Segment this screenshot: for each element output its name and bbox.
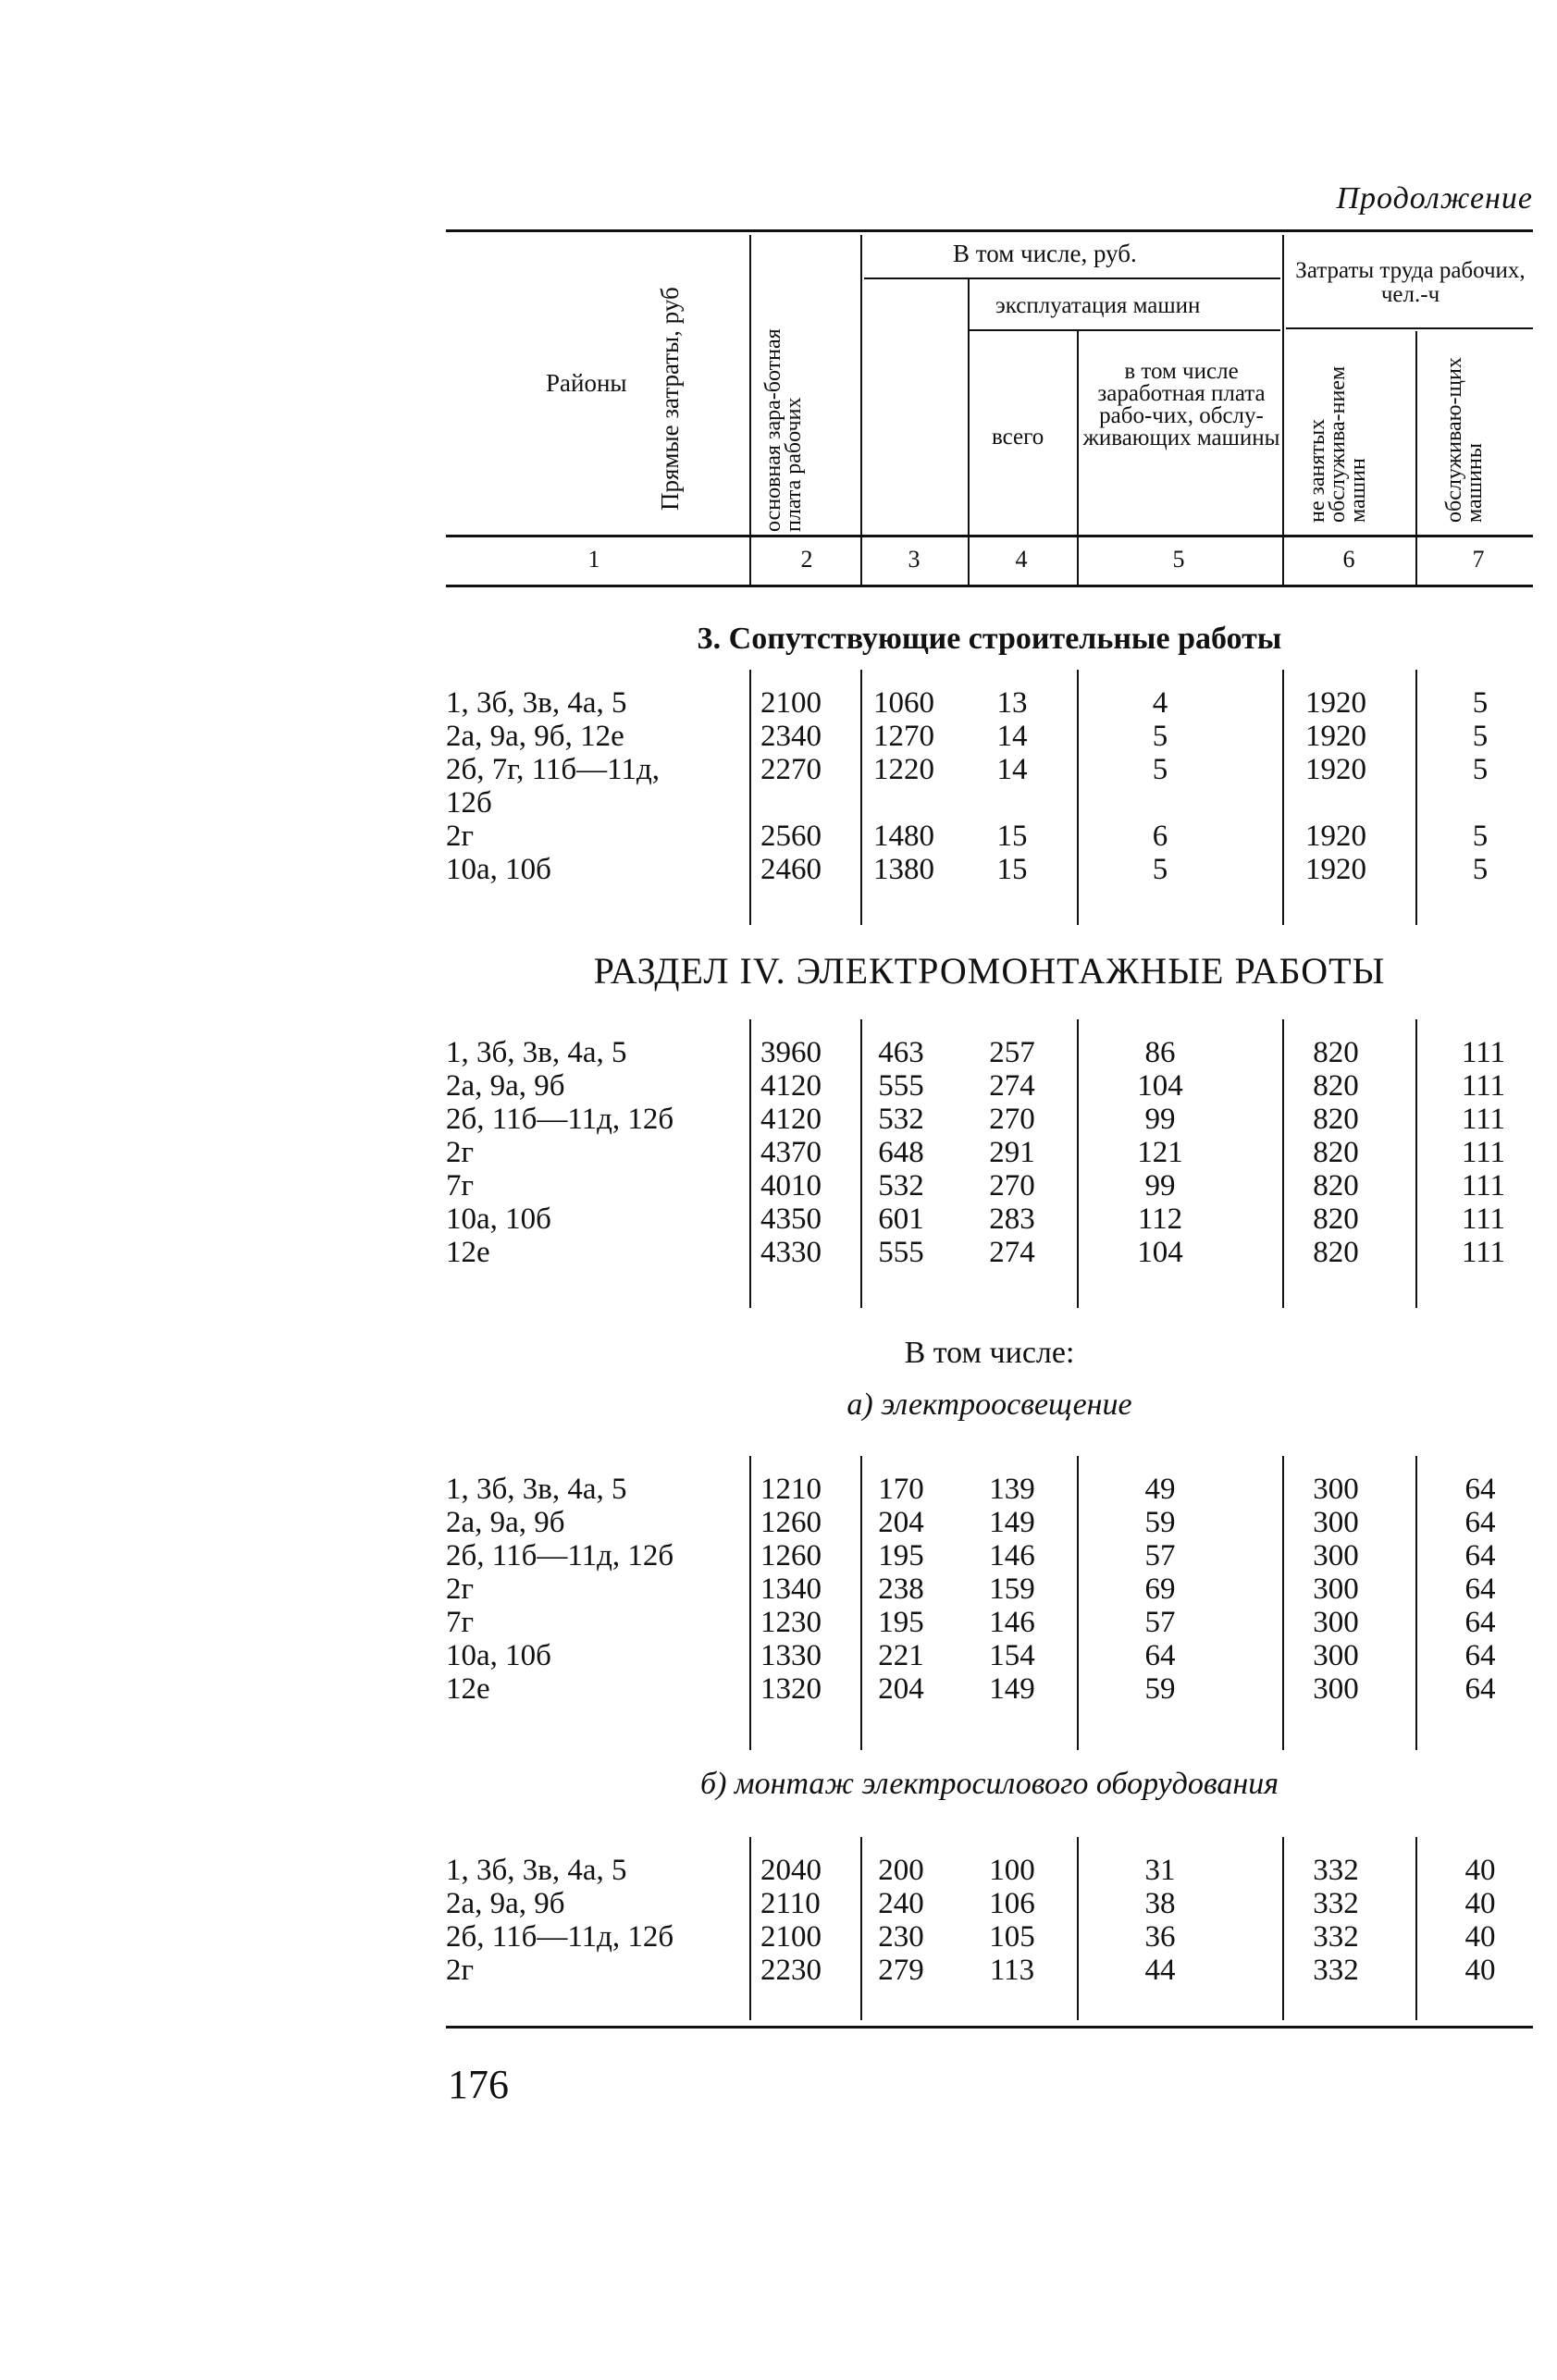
- value-cell-c6: 332: [1313, 1954, 1359, 1987]
- value-cell-c3: 601: [878, 1202, 924, 1236]
- value-cell-c3: 221: [878, 1639, 924, 1672]
- value-cell-c2: 2340: [760, 720, 822, 753]
- value-cell-c4: 139: [989, 1473, 1035, 1506]
- header-vline-3: [968, 279, 970, 585]
- value-cell-c6: 300: [1313, 1572, 1359, 1606]
- region-cell: 2б, 11б—11д, 12б: [446, 1920, 674, 1954]
- value-cell-c4: 274: [989, 1069, 1035, 1103]
- value-cell-c5: 5: [1152, 753, 1168, 786]
- value-cell-c6: 332: [1313, 1854, 1359, 1887]
- value-cell-c2: 1320: [760, 1672, 822, 1706]
- sub-rule-including: [864, 277, 1280, 279]
- column-number-2: 2: [800, 546, 813, 573]
- column-number-1: 1: [587, 546, 600, 573]
- header-including-rub: В том числе, руб.: [953, 240, 1137, 267]
- value-cell-c2: 4120: [760, 1103, 822, 1136]
- table-row: [446, 686, 1533, 720]
- table-row: [446, 1920, 1533, 1954]
- region-cell: 2б, 11б—11д, 12б: [446, 1539, 674, 1572]
- value-cell-c2: 2100: [760, 686, 822, 720]
- region-cell: 7г: [446, 1169, 475, 1202]
- value-cell-c5: 99: [1144, 1103, 1176, 1136]
- value-cell-c3: 240: [878, 1887, 924, 1920]
- table-bottom-rule: [446, 2026, 1533, 2029]
- region-cell: 12е: [446, 1672, 490, 1706]
- table-row: [446, 753, 1533, 786]
- value-cell-c3: 200: [878, 1854, 924, 1887]
- header-bottom-rule: [446, 535, 1533, 537]
- region-cell: 10а, 10б: [446, 853, 551, 886]
- header-not-busy: не занятых обслужива-нием машин: [1305, 365, 1370, 523]
- value-cell-c3: 1060: [873, 686, 934, 720]
- value-cell-c2: 2230: [760, 1954, 822, 1987]
- table-row: [446, 1854, 1533, 1887]
- value-cell-c2: 4370: [760, 1136, 822, 1169]
- value-cell-c5: 6: [1152, 820, 1168, 853]
- value-cell-c6: 1920: [1305, 753, 1366, 786]
- value-cell-c4: 113: [989, 1954, 1035, 1987]
- continuation-label: Продолжение: [1336, 181, 1533, 216]
- value-cell-c4: 100: [989, 1854, 1035, 1887]
- value-cell-c6: 1920: [1305, 853, 1366, 886]
- region-cell: 2а, 9а, 9б: [446, 1069, 565, 1103]
- value-cell-c3: 195: [878, 1539, 924, 1572]
- table-row: [446, 1236, 1533, 1269]
- value-cell-c3: 463: [878, 1036, 924, 1069]
- value-cell-c2: 2040: [760, 1854, 822, 1887]
- section-title-power-equipment: б) монтаж электросилового оборудования: [699, 1767, 1279, 1801]
- table-row: [446, 786, 1533, 820]
- value-cell-c7: 40: [1464, 1854, 1496, 1887]
- value-cell-c6: 820: [1313, 1169, 1359, 1202]
- value-cell-c5: 4: [1152, 686, 1168, 720]
- value-cell-c7: 111: [1462, 1202, 1506, 1236]
- table-row: [446, 1639, 1533, 1672]
- sub-rule-labor: [1286, 327, 1533, 329]
- value-cell-c6: 820: [1313, 1036, 1359, 1069]
- value-cell-c6: 300: [1313, 1473, 1359, 1506]
- value-cell-c7: 111: [1462, 1103, 1506, 1136]
- table-row: [446, 1136, 1533, 1169]
- region-cell: 12е: [446, 1236, 490, 1269]
- value-cell-c4: 274: [989, 1236, 1035, 1269]
- column-number-5: 5: [1172, 546, 1185, 573]
- table-row: [446, 1069, 1533, 1103]
- value-cell-c4: 149: [989, 1506, 1035, 1539]
- value-cell-c2: 2270: [760, 753, 822, 786]
- value-cell-c3: 532: [878, 1103, 924, 1136]
- header-servicing: обслуживаю-щих машины: [1442, 357, 1487, 523]
- value-cell-c2: 2100: [760, 1920, 822, 1954]
- value-cell-c3: 1380: [873, 853, 934, 886]
- table-row: [446, 1572, 1533, 1606]
- column-number-7: 7: [1472, 546, 1485, 573]
- value-cell-c6: 1920: [1305, 820, 1366, 853]
- value-cell-c7: 64: [1464, 1606, 1496, 1639]
- value-cell-c2: 1230: [760, 1606, 822, 1639]
- value-cell-c4: 13: [996, 686, 1028, 720]
- value-cell-c3: 204: [878, 1672, 924, 1706]
- value-cell-c7: 111: [1462, 1136, 1506, 1169]
- header-incl-wage: в том числе заработная плата рабо-чих, обслу-живающих машины: [1082, 359, 1280, 450]
- value-cell-c5: 49: [1144, 1473, 1176, 1506]
- value-cell-c7: 40: [1464, 1954, 1496, 1987]
- value-cell-c3: 195: [878, 1606, 924, 1639]
- colnum-bottom-rule: [446, 585, 1533, 587]
- value-cell-c7: 5: [1472, 853, 1489, 886]
- region-cell: 10а, 10б: [446, 1202, 551, 1236]
- region-cell: 2г: [446, 820, 475, 853]
- value-cell-c4: 15: [996, 820, 1028, 853]
- value-cell-c5: 59: [1144, 1672, 1176, 1706]
- region-cell: 10а, 10б: [446, 1639, 551, 1672]
- column-number-4: 4: [1015, 546, 1028, 573]
- header-vline-6: [1415, 331, 1417, 585]
- value-cell-c6: 300: [1313, 1672, 1359, 1706]
- header-machine-operation: эксплуатация машин: [995, 293, 1201, 318]
- column-number-6: 6: [1342, 546, 1355, 573]
- value-cell-c5: 57: [1144, 1606, 1176, 1639]
- value-cell-c7: 64: [1464, 1672, 1496, 1706]
- header-regions: Районы: [546, 369, 627, 397]
- value-cell-c3: 555: [878, 1236, 924, 1269]
- table-row: [446, 820, 1533, 853]
- header-vline-1: [749, 235, 751, 585]
- value-cell-c6: 300: [1313, 1606, 1359, 1639]
- value-cell-c2: 4350: [760, 1202, 822, 1236]
- value-cell-c6: 332: [1313, 1920, 1359, 1954]
- value-cell-c5: 57: [1144, 1539, 1176, 1572]
- value-cell-c6: 332: [1313, 1887, 1359, 1920]
- value-cell-c3: 204: [878, 1506, 924, 1539]
- value-cell-c7: 111: [1462, 1169, 1506, 1202]
- value-cell-c3: 1220: [873, 753, 934, 786]
- value-cell-c7: 64: [1464, 1506, 1496, 1539]
- header-labor-costs: Затраты труда рабочих, чел.-ч: [1295, 258, 1526, 307]
- value-cell-c7: 64: [1464, 1639, 1496, 1672]
- value-cell-c4: 14: [996, 720, 1028, 753]
- value-cell-c7: 5: [1472, 753, 1489, 786]
- region-cell: 2г: [446, 1954, 475, 1987]
- value-cell-c2: 2560: [760, 820, 822, 853]
- value-cell-c2: 4330: [760, 1236, 822, 1269]
- region-cell: 1, 3б, 3в, 4а, 5: [446, 1036, 627, 1069]
- table-row: [446, 1169, 1533, 1202]
- table-row: [446, 1506, 1533, 1539]
- value-cell-c6: 820: [1313, 1202, 1359, 1236]
- table-row: [446, 1103, 1533, 1136]
- value-cell-c2: 3960: [760, 1036, 822, 1069]
- table-top-rule: [446, 229, 1533, 232]
- table-row: [446, 1672, 1533, 1706]
- value-cell-c4: 146: [989, 1539, 1035, 1572]
- value-cell-c7: 64: [1464, 1572, 1496, 1606]
- value-cell-c3: 279: [878, 1954, 924, 1987]
- value-cell-c5: 38: [1144, 1887, 1176, 1920]
- value-cell-c4: 105: [989, 1920, 1035, 1954]
- value-cell-c4: 291: [989, 1136, 1035, 1169]
- value-cell-c7: 40: [1464, 1887, 1496, 1920]
- value-cell-c7: 111: [1462, 1069, 1506, 1103]
- header-vline-2: [860, 235, 862, 585]
- value-cell-c6: 300: [1313, 1639, 1359, 1672]
- header-total: всего: [992, 425, 1044, 450]
- value-cell-c5: 69: [1144, 1572, 1176, 1606]
- region-cell: 7г: [446, 1606, 475, 1639]
- value-cell-c4: 270: [989, 1103, 1035, 1136]
- table-row: [446, 853, 1533, 886]
- value-cell-c5: 36: [1144, 1920, 1176, 1954]
- sub-rule-machines: [970, 329, 1280, 331]
- value-cell-c7: 111: [1462, 1236, 1506, 1269]
- value-cell-c3: 1480: [873, 820, 934, 853]
- section-pretitle-including: В том числе:: [904, 1336, 1075, 1370]
- value-cell-c7: 64: [1464, 1539, 1496, 1572]
- value-cell-c4: 146: [989, 1606, 1035, 1639]
- value-cell-c7: 111: [1462, 1036, 1506, 1069]
- value-cell-c4: 159: [989, 1572, 1035, 1606]
- value-cell-c6: 820: [1313, 1069, 1359, 1103]
- value-cell-c6: 820: [1313, 1136, 1359, 1169]
- header-vline-5: [1282, 235, 1284, 585]
- region-cell: 1, 3б, 3в, 4а, 5: [446, 686, 627, 720]
- table-row: [446, 1473, 1533, 1506]
- value-cell-c4: 283: [989, 1202, 1035, 1236]
- value-cell-c5: 5: [1152, 720, 1168, 753]
- section-title-accompanying: 3. Сопутствующие строительные работы: [697, 622, 1282, 656]
- value-cell-c4: 257: [989, 1036, 1035, 1069]
- header-base-wage: основная зара-ботная плата рабочих: [761, 328, 806, 532]
- region-cell: 2б, 11б—11д, 12б: [446, 1103, 674, 1136]
- region-cell: 12б: [446, 786, 492, 820]
- value-cell-c3: 555: [878, 1069, 924, 1103]
- value-cell-c2: 4120: [760, 1069, 822, 1103]
- value-cell-c3: 532: [878, 1169, 924, 1202]
- value-cell-c5: 121: [1137, 1136, 1183, 1169]
- value-cell-c5: 5: [1152, 853, 1168, 886]
- value-cell-c3: 170: [878, 1473, 924, 1506]
- value-cell-c5: 99: [1144, 1169, 1176, 1202]
- value-cell-c4: 149: [989, 1672, 1035, 1706]
- value-cell-c4: 14: [996, 753, 1028, 786]
- region-cell: 1, 3б, 3в, 4а, 5: [446, 1473, 627, 1506]
- value-cell-c5: 44: [1144, 1954, 1176, 1987]
- section-title-electrical: РАЗДЕЛ IV. ЭЛЕКТРОМОНТАЖНЫЕ РАБОТЫ: [593, 950, 1386, 992]
- value-cell-c5: 59: [1144, 1506, 1176, 1539]
- table-row: [446, 1036, 1533, 1069]
- value-cell-c3: 1270: [873, 720, 934, 753]
- column-number-3: 3: [908, 546, 921, 573]
- value-cell-c2: 1260: [760, 1539, 822, 1572]
- region-cell: 2г: [446, 1572, 475, 1606]
- value-cell-c6: 1920: [1305, 686, 1366, 720]
- value-cell-c7: 5: [1472, 820, 1489, 853]
- region-cell: 1, 3б, 3в, 4а, 5: [446, 1854, 627, 1887]
- region-cell: 2г: [446, 1136, 475, 1169]
- value-cell-c2: 2110: [760, 1887, 821, 1920]
- table-row: [446, 1606, 1533, 1639]
- value-cell-c2: 2460: [760, 853, 822, 886]
- region-cell: 2а, 9а, 9б: [446, 1887, 565, 1920]
- value-cell-c4: 270: [989, 1169, 1035, 1202]
- value-cell-c5: 104: [1137, 1069, 1183, 1103]
- table-row: [446, 1202, 1533, 1236]
- value-cell-c3: 230: [878, 1920, 924, 1954]
- value-cell-c2: 1210: [760, 1473, 822, 1506]
- table-row: [446, 1954, 1533, 1987]
- value-cell-c3: 238: [878, 1572, 924, 1606]
- value-cell-c7: 5: [1472, 686, 1489, 720]
- value-cell-c5: 64: [1144, 1639, 1176, 1672]
- value-cell-c6: 300: [1313, 1506, 1359, 1539]
- value-cell-c4: 15: [996, 853, 1028, 886]
- value-cell-c6: 820: [1313, 1103, 1359, 1136]
- value-cell-c2: 4010: [760, 1169, 822, 1202]
- value-cell-c5: 112: [1137, 1202, 1183, 1236]
- table-row: [446, 720, 1533, 753]
- value-cell-c7: 40: [1464, 1920, 1496, 1954]
- value-cell-c3: 648: [878, 1136, 924, 1169]
- header-direct-costs: Прямые затраты, руб: [656, 287, 684, 511]
- value-cell-c4: 106: [989, 1887, 1035, 1920]
- value-cell-c5: 86: [1144, 1036, 1176, 1069]
- region-cell: 2б, 7г, 11б—11д,: [446, 753, 660, 786]
- value-cell-c7: 64: [1464, 1473, 1496, 1506]
- region-cell: 2а, 9а, 9б: [446, 1506, 565, 1539]
- value-cell-c5: 31: [1144, 1854, 1176, 1887]
- table-row: [446, 1887, 1533, 1920]
- value-cell-c2: 1260: [760, 1506, 822, 1539]
- page-number: 176: [448, 2062, 509, 2107]
- header-vline-4: [1077, 331, 1079, 585]
- region-cell: 2а, 9а, 9б, 12е: [446, 720, 624, 753]
- value-cell-c2: 1340: [760, 1572, 822, 1606]
- value-cell-c2: 1330: [760, 1639, 822, 1672]
- value-cell-c7: 5: [1472, 720, 1489, 753]
- table-row: [446, 1539, 1533, 1572]
- value-cell-c6: 820: [1313, 1236, 1359, 1269]
- section-title-lighting: а) электроосвещение: [846, 1387, 1132, 1422]
- value-cell-c6: 300: [1313, 1539, 1359, 1572]
- value-cell-c4: 154: [989, 1639, 1035, 1672]
- value-cell-c6: 1920: [1305, 720, 1366, 753]
- value-cell-c5: 104: [1137, 1236, 1183, 1269]
